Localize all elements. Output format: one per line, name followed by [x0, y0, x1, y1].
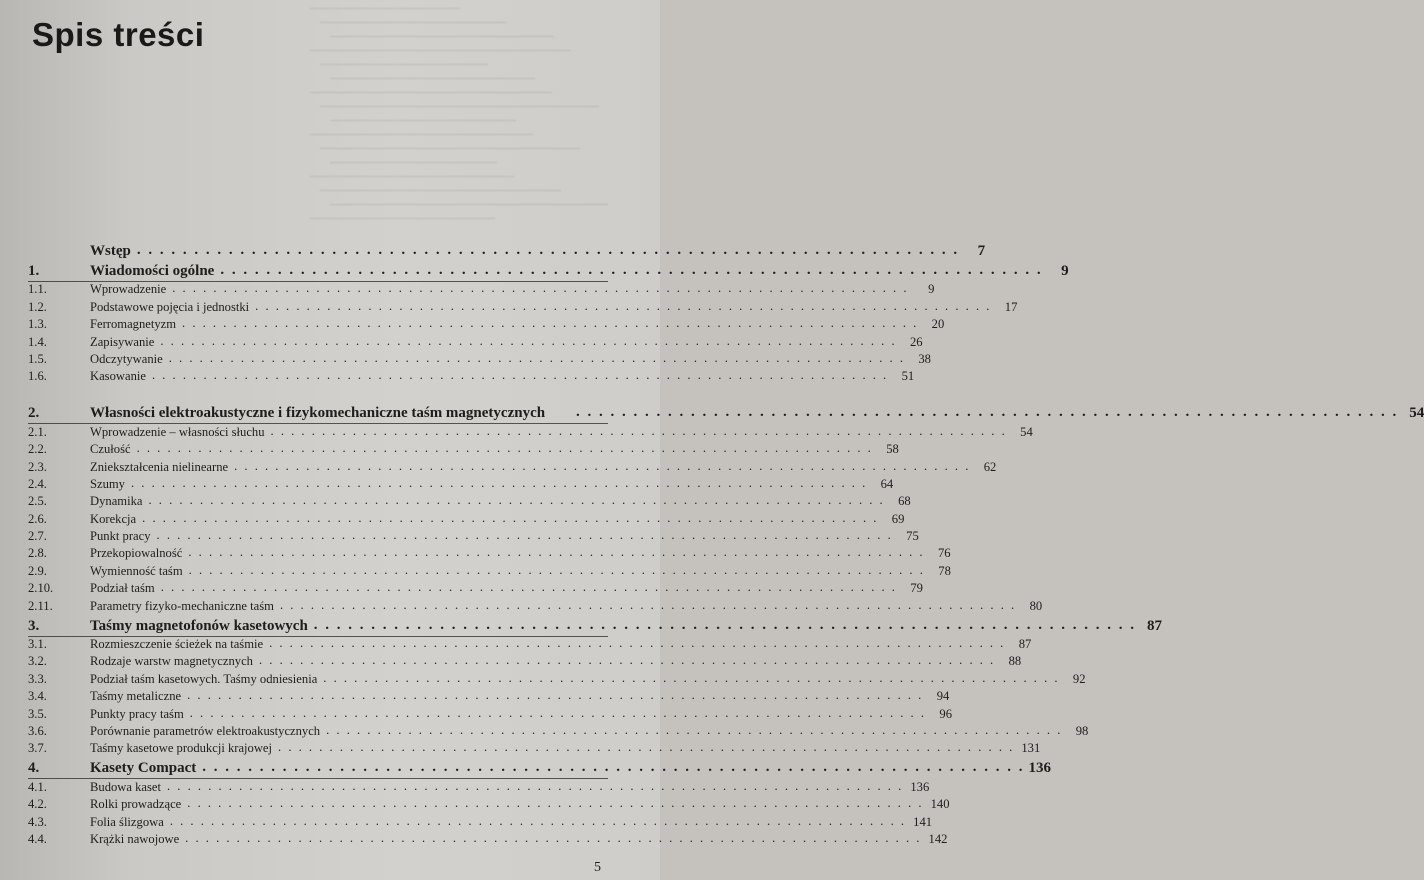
entry-title: Szumy	[90, 476, 125, 491]
entry-page: 64	[880, 476, 894, 491]
toc-section	[28, 280, 935, 297]
dot-leader: . . . . . . . . . . . . . . . . . . . . . . . . . . . . . . . . . . . . . . . . . . . . . . . . . . . . . . . . . . . . . . . . . . . . . . . .	[130, 475, 868, 490]
dot-leader: . . . . . . . . . . . . . . . . . . . . . . . . . . . . . . . . . . . . . . . . . . . . . . . . . . . . . . . . . . . . . . . . . . . . . . . .	[187, 796, 924, 811]
entry-number: 4.	[28, 760, 40, 777]
entry-page: 80	[1029, 598, 1043, 613]
entry-number: 2.5.	[28, 494, 47, 509]
dot-leader: . . . . . . . . . . . . . . . . . . . . . . . . . . . . . . . . . . . . . . . . . . . . . . . . . . . . . . . . . . . . . . . . . . . . . . . .	[185, 830, 922, 845]
entry-number: 4.2.	[28, 797, 47, 812]
entry-title: Punkt pracy	[90, 529, 151, 544]
dot-leader: . . . . . . . . . . . . . . . . . . . . . . . . . . . . . . . . . . . . . . . . . . . . . . . . . . . . . . . . . . . . . . . . . . . . . . . .	[182, 316, 919, 331]
toc-section	[28, 579, 923, 596]
dot-leader: . . . . . . . . . . . . . . . . . . . . . . . . . . . . . . . . . . . . . . . . . . . . . . . . . . . . . . . . . . . . . . . . . . . . . . . .	[279, 597, 1017, 612]
toc-intro	[28, 238, 986, 259]
entry-page: 62	[983, 459, 997, 474]
ghost-line	[330, 78, 535, 79]
ghost-line	[320, 22, 507, 23]
toc-section	[28, 652, 1022, 669]
entry-title: Zniekształcenia nielinearne	[90, 459, 229, 474]
entry-page: 136	[910, 779, 930, 794]
entry-title: Korekcja	[90, 511, 137, 526]
toc-section	[28, 297, 1018, 314]
entry-number: 2.11.	[28, 598, 53, 613]
toc-chapter	[28, 259, 1069, 280]
entry-page: 92	[1072, 671, 1086, 686]
entry-title: Punkty pracy taśm	[90, 706, 184, 721]
toc-section	[28, 492, 911, 509]
entry-number: 2.9.	[28, 563, 47, 578]
entry-number: 2.7.	[28, 529, 47, 544]
entry-title: Dynamika	[90, 494, 143, 509]
entry-title: Parametry fizyko-mechaniczne taśm	[90, 598, 274, 613]
toc-section	[28, 687, 950, 704]
toc-section	[28, 475, 894, 492]
entry-page: 26	[910, 334, 923, 349]
toc-section	[28, 422, 1033, 439]
entry-page: 88	[1008, 654, 1022, 669]
dot-leader: . . . . . . . . . . . . . . . . . . . . . . . . . . . . . . . . . . . . . . . . . . . . . . . . . . . . . . . . . . . . . . . . . . . . . . . .	[187, 688, 924, 703]
dot-leader: . . . . . . . . . . . . . . . . . . . . . . . . . . . . . . . . . . . . . . . . . . . . . . . . . . . . . . . . . . . . . . . . . . . . . . . .	[234, 458, 971, 473]
entry-page: 9	[1061, 263, 1069, 279]
entry-number: 1.6.	[28, 369, 47, 384]
entry-number: 3.7.	[28, 741, 47, 756]
toc-chapter	[28, 614, 1163, 635]
entry-page: 68	[898, 494, 911, 509]
toc-section	[28, 777, 930, 794]
entry-page: 20	[931, 317, 945, 332]
entry-title: Taśmy metaliczne	[90, 689, 182, 704]
ghost-line	[320, 148, 580, 149]
entry-number: 2.6.	[28, 511, 47, 526]
toc-section	[28, 509, 905, 526]
entry-number: 2.	[28, 405, 40, 422]
dot-leader: . . . . . . . . . . . . . . . . . . . . . . . . . . . . . . . . . . . . . . . . . . . . . . . . . . . . . . . . . . . . . . . . . . . . . . . .	[220, 262, 1043, 278]
entry-page: 7	[977, 243, 986, 259]
dot-leader: . . . . . . . . . . . . . . . . . . . . . . . . . . . . . . . . . . . . . . . . . . . . . . . . . . . . . . . . . . . . . . . . . . . . . . . .	[258, 653, 996, 668]
entry-page: 140	[930, 797, 950, 812]
dot-leader: . . . . . . . . . . . . . . . . . . . . . . . . . . . . . . . . . . . . . . . . . . . . . . . . . . . . . . . . . . . . . . . . . . . . . . . .	[202, 759, 1025, 776]
dot-leader: . . . . . . . . . . . . . . . . . . . . . . . . . . . . . . . . . . . . . . . . . . . . . . . . . . . . . . . . . . . . . . . . . . . . . . . .	[255, 298, 992, 313]
page-number: 5	[594, 860, 601, 875]
toc-section	[28, 367, 915, 384]
toc-section	[28, 544, 951, 561]
toc-section	[28, 457, 997, 474]
entry-number: 3.4.	[28, 689, 47, 704]
entry-number: 4.4.	[28, 831, 47, 846]
ghost-line	[330, 162, 497, 163]
entry-number: 1.4.	[28, 334, 47, 349]
ghost-line	[320, 190, 561, 191]
entry-number: 1.2.	[28, 299, 47, 314]
entry-title: Podział taśm	[90, 581, 155, 596]
entry-page: 79	[910, 581, 923, 596]
entry-number: 2.4.	[28, 476, 47, 491]
toc-chapter	[28, 756, 1051, 777]
dot-leader: . . . . . . . . . . . . . . . . . . . . . . . . . . . . . . . . . . . . . . . . . . . . . . . . . . . . . . . . . . . . . . . . . . . . . . . .	[167, 778, 904, 793]
entry-title: Krążki nawojowe	[90, 831, 180, 846]
entry-page: 75	[906, 529, 919, 544]
dot-leader: . . . . . . . . . . . . . . . . . . . . . . . . . . . . . . . . . . . . . . . . . . . . . . . . . . . . . . . . . . . . . . . . . . . . . . . .	[313, 616, 1137, 633]
entry-page: 94	[936, 689, 950, 704]
entry-page: 9	[928, 282, 935, 297]
toc-section	[28, 315, 945, 332]
entry-title: Rozmieszczenie ścieżek na taśmie	[90, 637, 264, 652]
entry-number: 2.8.	[28, 546, 47, 561]
ghost-line	[310, 50, 571, 51]
dot-leader: . . . . . . . . . . . . . . . . . . . . . . . . . . . . . . . . . . . . . . . . . . . . . . . . . . . . . . . . . . . . . . . . . . . . . . . .	[160, 333, 897, 348]
entry-page: 54	[1020, 424, 1033, 439]
dot-leader: . . . . . . . . . . . . . . . . . . . . . . . . . . . . . . . . . . . . . . . . . . . . . . . . . . . . . . . . . . . . . . . . . . . . . . . .	[136, 441, 873, 456]
ghost-line	[310, 176, 514, 177]
entry-title: Taśmy kasetowe produkcji krajowej	[90, 741, 273, 756]
entry-title: Rolki prowadzące	[90, 797, 182, 812]
ghost-line	[320, 64, 488, 65]
entry-title: Porównanie parametrów elektroakustycznych	[90, 723, 321, 738]
entry-page: 17	[1004, 299, 1018, 314]
dot-leader: . . . . . . . . . . . . . . . . . . . . . . . . . . . . . . . . . . . . . . . . . . . . . . . . . . . . . . . . . . . . . . . . . . . . . . . .	[323, 670, 1060, 685]
entry-title: Zapisywanie	[90, 334, 155, 349]
entry-title: Taśmy magnetofonów kasetowych	[90, 617, 308, 634]
dot-leader: . . . . . . . . . . . . . . . . . . . . . . . . . . . . . . . . . . . . . . . . . . . . . . . . . . . . . . . . . . . . . . . . . . . . . . . .	[142, 510, 879, 525]
ghost-line	[310, 134, 533, 135]
toc-section	[28, 635, 1032, 652]
toc-section	[28, 527, 919, 544]
toc-section	[28, 350, 931, 367]
toc-section	[28, 722, 1089, 739]
ghost-line	[310, 8, 460, 9]
entry-number: 3.1.	[28, 637, 47, 652]
ghost-line	[310, 218, 495, 219]
entry-number: 3.5.	[28, 706, 47, 721]
toc-section	[28, 332, 923, 349]
ghost-line	[330, 120, 516, 121]
entry-number: 2.10.	[28, 581, 54, 596]
entry-title: Własności elektroakustyczne i fizykomechaniczne taśm magnetycznych	[90, 405, 546, 422]
entry-number: 2.2.	[28, 442, 47, 457]
entry-title: Wprowadzenie	[90, 282, 167, 297]
entry-title: Kasowanie	[90, 369, 146, 384]
entry-page: 98	[1075, 723, 1089, 738]
dot-leader: . . . . . . . . . . . . . . . . . . . . . . . . . . . . . . . . . . . . . . . . . . . . . . . . . . . . . . . . . . . . . . . . . . . . . . . .	[172, 281, 909, 296]
page-title: Spis treści	[32, 16, 205, 53]
entry-title: Wprowadzenie – własności słuchu	[90, 424, 265, 439]
entry-page: 87	[1018, 637, 1032, 652]
entry-page: 141	[913, 814, 933, 829]
entry-title: Budowa kaset	[90, 779, 161, 794]
toc-section	[28, 812, 933, 829]
ghost-line	[330, 36, 554, 37]
toc-section	[28, 739, 1041, 756]
entry-page: 51	[901, 369, 915, 384]
dot-leader: . . . . . . . . . . . . . . . . . . . . . . . . . . . . . . . . . . . . . . . . . . . . . . . . . . . . . . . . . . . . . . . . . . . . . . . .	[136, 242, 960, 258]
entry-title: Czułość	[90, 442, 131, 457]
dot-leader: . . . . . . . . . . . . . . . . . . . . . . . . . . . . . . . . . . . . . . . . . . . . . . . . . . . . . . . . . . . . . . . . . . . . . . . .	[188, 562, 925, 577]
table-of-contents	[28, 238, 1424, 847]
toc-section	[28, 440, 899, 457]
dot-leader: . . . . . . . . . . . . . . . . . . . . . . . . . . . . . . . . . . . . . . . . . . . . . . . . . . . . . . . . . . . . . . . . . . . . . . . .	[169, 813, 907, 828]
entry-title: Rodzaje warstw magnetycznych	[90, 654, 253, 669]
dot-leader: . . . . . . . . . . . . . . . . . . . . . . . . . . . . . . . . . . . . . . . . . . . . . . . . . . . . . . . . . . . . . . . . . . . . . . . .	[326, 722, 1063, 737]
toc-section	[28, 704, 952, 721]
entry-title: Przekopiowalność	[90, 546, 183, 561]
entry-number: 1.3.	[28, 317, 47, 332]
dot-leader: . . . . . . . . . . . . . . . . . . . . . . . . . . . . . . . . . . . . . . . . . . . . . . . . . . . . . . . . . . . . . . . . . . . . . . . .	[151, 368, 889, 383]
entry-page: 58	[886, 442, 899, 457]
toc-chapter	[28, 384, 1424, 422]
entry-title: Wiadomości ogólne	[90, 263, 215, 279]
bleed-through-text	[290, 0, 660, 240]
dot-leader: . . . . . . . . . . . . . . . . . . . . . . . . . . . . . . . . . . . . . . . . . . . . . . . . . . . . . . . . . . . . . . . . . . . . . . . .	[156, 528, 893, 543]
dot-leader: . . . . . . . . . . . . . . . . . . . . . . . . . . . . . . . . . . . . . . . . . . . . . . . . . . . . . . . . . . . . . . . . . . . . . . . .	[270, 423, 1007, 438]
entry-title: Wstęp	[90, 243, 131, 259]
entry-title: Podstawowe pojęcia i jednostki	[90, 299, 250, 314]
toc-section	[28, 561, 951, 578]
toc-section	[28, 830, 948, 847]
entry-number: 2.3.	[28, 459, 47, 474]
entry-page: 142	[928, 831, 948, 846]
toc-section	[28, 669, 1086, 686]
entry-number: 1.5.	[28, 351, 47, 366]
dot-leader: . . . . . . . . . . . . . . . . . . . . . . . . . . . . . . . . . . . . . . . . . . . . . . . . . . . . . . . . . . . . . . . . . . . . . . . .	[269, 636, 1006, 651]
dot-leader: . . . . . . . . . . . . . . . . . . . . . . . . . . . . . . . . . . . . . . . . . . . . . . . . . . . . . . . . . . . . . . . . . . . . . . . .	[168, 350, 905, 365]
entry-title: Podział taśm kasetowych. Taśmy odniesienia	[90, 671, 318, 686]
toc-section	[28, 596, 1043, 613]
entry-page: 87	[1147, 617, 1163, 634]
entry-page: 96	[939, 706, 952, 721]
entry-page: 78	[938, 563, 951, 578]
entry-page: 136	[1028, 760, 1051, 777]
entry-title: Odczytywanie	[90, 351, 163, 366]
ghost-line	[330, 204, 608, 205]
entry-number: 3.	[28, 617, 40, 634]
dot-leader: . . . . . . . . . . . . . . . . . . . . . . . . . . . . . . . . . . . . . . . . . . . . . . . . . . . . . . . . . . . . . . . . . . . . . . . .	[160, 580, 897, 595]
ghost-line	[310, 92, 552, 93]
entry-page: 54	[1409, 405, 1424, 422]
entry-number: 1.	[28, 263, 40, 279]
toc-section	[28, 795, 950, 812]
entry-number: 4.3.	[28, 814, 47, 829]
entry-title: Ferromagnetyzm	[90, 317, 177, 332]
entry-title: Wymienność taśm	[90, 563, 183, 578]
entry-title: Folia ślizgowa	[90, 814, 164, 829]
entry-number: 2.1.	[28, 424, 47, 439]
entry-page: 131	[1021, 741, 1041, 756]
entry-number: 3.2.	[28, 654, 47, 669]
entry-page: 69	[891, 511, 905, 526]
dot-leader: . . . . . . . . . . . . . . . . . . . . . . . . . . . . . . . . . . . . . . . . . . . . . . . . . . . . . . . . . . . . . . . . . . . . . . . .	[576, 404, 1399, 421]
dot-leader: . . . . . . . . . . . . . . . . . . . . . . . . . . . . . . . . . . . . . . . . . . . . . . . . . . . . . . . . . . . . . . . . . . . . . . . .	[148, 493, 885, 508]
entry-number: 1.1.	[28, 282, 47, 297]
ghost-line	[320, 106, 599, 107]
entry-number: 4.1.	[28, 779, 47, 794]
dot-leader: . . . . . . . . . . . . . . . . . . . . . . . . . . . . . . . . . . . . . . . . . . . . . . . . . . . . . . . . . . . . . . . . . . . . . . . .	[188, 545, 925, 560]
entry-number: 3.3.	[28, 671, 47, 686]
entry-page: 76	[937, 546, 951, 561]
dot-leader: . . . . . . . . . . . . . . . . . . . . . . . . . . . . . . . . . . . . . . . . . . . . . . . . . . . . . . . . . . . . . . . . . . . . . . . .	[189, 705, 926, 720]
dot-leader: . . . . . . . . . . . . . . . . . . . . . . . . . . . . . . . . . . . . . . . . . . . . . . . . . . . . . . . . . . . . . . . . . . . . . . . .	[278, 740, 1015, 755]
entry-page: 38	[918, 351, 931, 366]
entry-number: 3.6.	[28, 723, 47, 738]
entry-title: Kasety Compact	[90, 760, 197, 777]
